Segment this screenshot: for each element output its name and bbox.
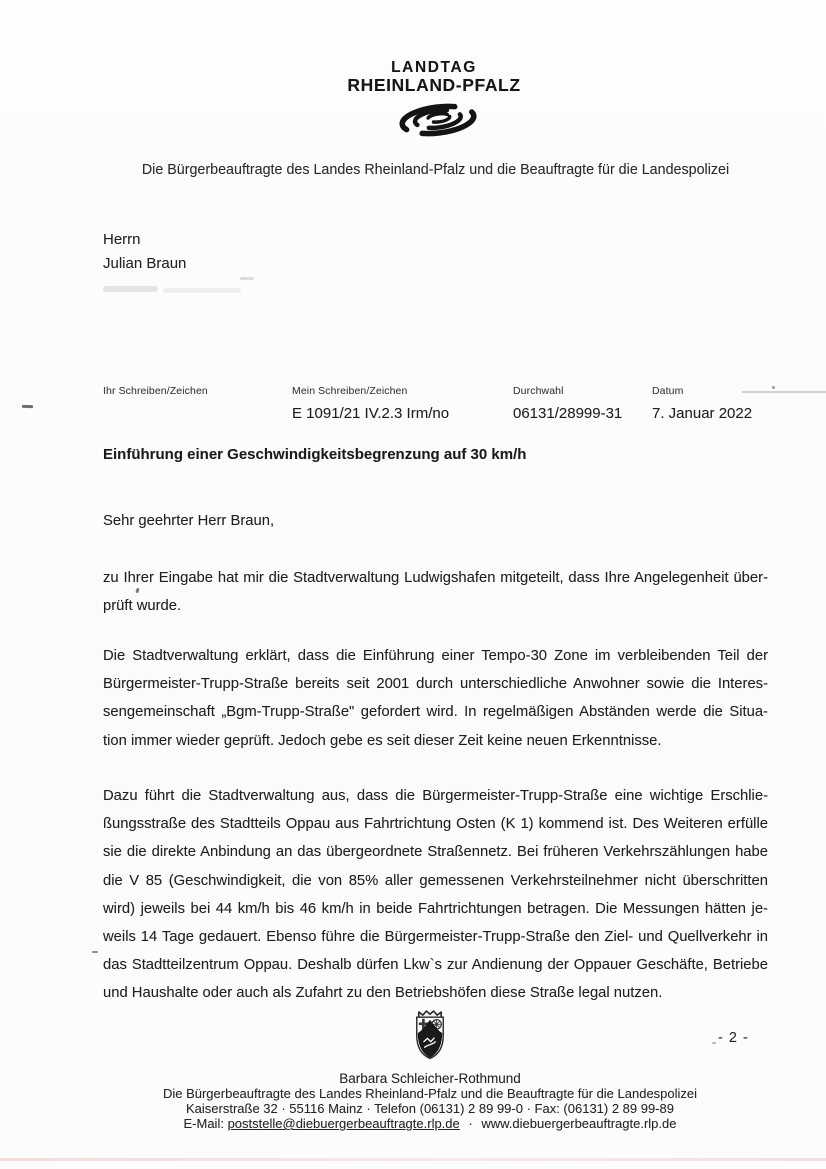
body-line: weils 14 Tage gedauert. Ebenso führe die Bürgermeister-Trupp-Straße den Ziel- und Quellverkehr in — [103, 929, 768, 946]
scan-edge-line — [0, 1158, 826, 1161]
org-name-line2: RHEINLAND-PFALZ — [347, 75, 521, 95]
scan-speck — [772, 386, 775, 389]
body-paragraph-3 — [103, 782, 768, 1008]
redacted-address-smudge — [103, 286, 158, 292]
ref-value-datum: 7. Januar 2022 — [652, 405, 753, 422]
body-line: und Haushalte oder auch als Zufahrt zu den Betriebshöfen diese Straße legal nutzen. — [103, 985, 663, 1002]
letter-salutation: Sehr geehrter Herr Braun, — [103, 513, 275, 529]
redacted-address-smudge — [163, 288, 241, 293]
footer-contact-line — [17, 1116, 826, 1131]
recipient-salutation-line: Herrn — [103, 231, 141, 248]
footer-signer: Barbara Schleicher-Rothmund — [339, 1071, 521, 1086]
body-line: Dazu führt die Stadtverwaltung aus, dass die Bürgermeister-Trupp-Straße eine wichtige Erschlie- — [103, 788, 768, 804]
body-line: wird) jeweils bei 44 km/h bis 46 km/h in beide Fahrtrichtungen betragen. Die Messungen hätten je- — [103, 900, 768, 917]
scan-smudge — [240, 277, 254, 280]
ref-label-datum: Datum — [652, 385, 684, 397]
body-line: sengemeinschaft „Bgm-Trupp-Straße" gefordert wird. In regelmäßigen Abständen werde die Situa- — [103, 704, 768, 721]
body-line: prüft wurde. — [103, 598, 182, 615]
body-paragraph-1 — [103, 564, 768, 620]
ref-value-durchwahl: 06131/28999-31 — [513, 405, 623, 422]
footer-address: Kaiserstraße 32 · 55116 Mainz · Telefon (06131) 2 89 99-0 · Fax: (06131) 2 89 99-89 — [185, 1101, 675, 1116]
body-line: zu Ihrer Eingabe hat mir die Stadtverwaltung Ludwigshafen mitgeteilt, dass Ihre Angelegenheit über- — [103, 570, 768, 586]
body-line: tion immer wieder geprüft. Jedoch gebe es seit dieser Zeit keine neuen Erkenntnisse. — [103, 732, 662, 749]
ref-label-durchwahl: Durchwahl — [513, 385, 564, 397]
body-line: das Stadtteilzentrum Oppau. Deshalb dürfen Lkw`s zur Andienung der Oppauer Geschäfte, Betriebe — [103, 957, 768, 974]
ref-column-mein-zeichen — [292, 385, 449, 422]
page-number: - 2 - — [718, 1030, 749, 1046]
ref-column-ihr-zeichen — [103, 385, 208, 405]
footer-org: Die Bürgerbeauftragte des Landes Rheinland-Pfalz und die Beauftragte für die Landespolizei — [162, 1086, 698, 1101]
scan-speck — [92, 951, 98, 953]
body-paragraph-2 — [103, 642, 768, 755]
ref-column-durchwahl — [513, 385, 622, 422]
fold-mark — [742, 391, 826, 393]
body-line: ßungsstraße des Stadtteils Oppau aus Fahrtrichtung Osten (K 1) kommend ist. Des Weiteren erfülle — [103, 816, 768, 833]
ref-value-mein-schreiben: E 1091/21 IV.2.3 Irm/no — [292, 405, 450, 422]
footer-email-link[interactable]: poststelle@diebuergerbeauftragte.rlp.de — [227, 1116, 460, 1131]
ref-label-mein-schreiben: Mein Schreiben/Zeichen — [292, 385, 408, 397]
landtag-swirl-logo-icon — [393, 101, 483, 139]
org-subtitle: Die Bürgerbeauftragte des Landes Rheinland-Pfalz und die Beauftragte für die Landespolizei — [141, 162, 730, 178]
ref-label-ihr-schreiben: Ihr Schreiben/Zeichen — [103, 385, 208, 397]
footer-website: www.diebuergerbeauftragte.rlp.de — [481, 1116, 677, 1131]
footer-email-label: E-Mail: — [183, 1116, 224, 1131]
subject-line: Einführung einer Geschwindigkeitsbegrenzung auf 30 km/h — [103, 446, 527, 463]
body-line: sie die direkte Anbindung an das übergeordnete Straßennetz. Bei früheren Verkehrszählungen habe — [103, 844, 768, 861]
recipient-name: Julian Braun — [103, 255, 187, 272]
body-line: Die Stadtverwaltung erklärt, dass die Einführung einer Tempo-30 Zone im verbleibenden Teil der — [103, 648, 768, 664]
fold-mark — [22, 405, 33, 408]
ref-column-datum — [652, 385, 752, 422]
scan-speck — [712, 1042, 716, 1044]
body-line: Bürgermeister-Trupp-Straße bereits seit 2001 durch unterschiedliche Anwohner sowie die Interes- — [103, 676, 768, 693]
org-name-line1: LANDTAG — [391, 59, 477, 76]
rheinland-pfalz-coat-of-arms-icon — [411, 1008, 449, 1061]
body-line: die V 85 (Geschwindigkeit, die von 85% aller gemessenen Verkehrsteilnehmer nicht überschritten — [103, 872, 768, 889]
footer-separator: · — [468, 1116, 473, 1131]
